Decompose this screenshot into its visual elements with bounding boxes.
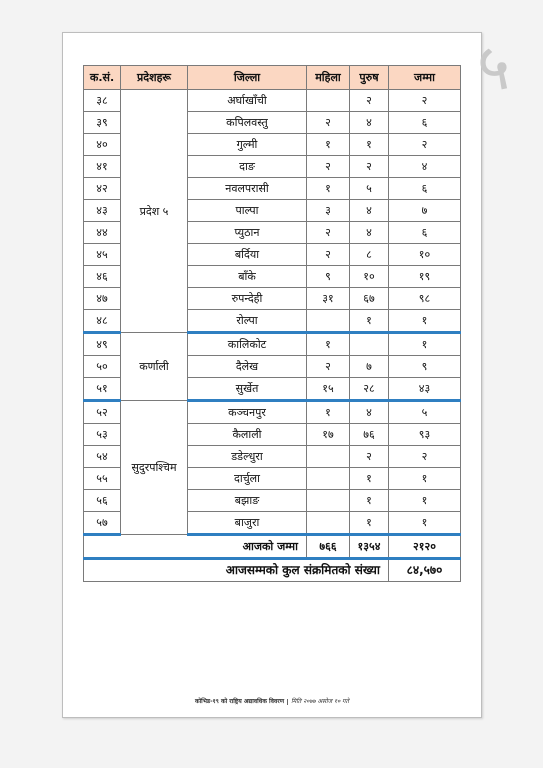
cell-district: दार्चुला [188, 468, 307, 490]
cell-district: अर्घाखाँची [188, 90, 307, 112]
header-male: पुरुष [350, 66, 389, 90]
cell-district: दाङ [188, 156, 307, 178]
cell-total: ५ [389, 401, 461, 424]
cell-sn: ५१ [84, 378, 121, 401]
header-district: जिल्ला [188, 66, 307, 90]
cell-male: २ [350, 90, 389, 112]
footer-date: मिति २०७७ असोज १० गते [291, 698, 349, 705]
cell-total: ६ [389, 178, 461, 200]
cell-female: ३ [307, 200, 350, 222]
cell-male: ४ [350, 222, 389, 244]
cell-female: २ [307, 222, 350, 244]
cell-district: कैलाली [188, 424, 307, 446]
cell-total: ४३ [389, 378, 461, 401]
cell-district: सुर्खेत [188, 378, 307, 401]
cell-province: प्रदेश ५ [121, 90, 188, 333]
table-row [84, 90, 461, 112]
cell-total: १ [389, 490, 461, 512]
cell-sn: ५३ [84, 424, 121, 446]
cell-total: १९ [389, 266, 461, 288]
cell-total: ७ [389, 200, 461, 222]
cell-sn: ५६ [84, 490, 121, 512]
cell-male: २८ [350, 378, 389, 401]
covid-district-table [83, 65, 461, 582]
cell-male: ४ [350, 401, 389, 424]
cell-male: ८ [350, 244, 389, 266]
header-total: जम्मा [389, 66, 461, 90]
cell-district: कञ्चनपुर [188, 401, 307, 424]
cell-male: १ [350, 490, 389, 512]
cell-female: २ [307, 112, 350, 134]
header-sn: क.सं. [84, 66, 121, 90]
cell-sn: ४१ [84, 156, 121, 178]
footer-title: कोभिड-१९ को राष्ट्रिय अद्यावधिक विवरण [195, 698, 285, 705]
today-total-male: १३५४ [350, 535, 389, 559]
page-number: ५ [477, 31, 511, 105]
cell-male: ६७ [350, 288, 389, 310]
today-total-sum: २१२० [389, 535, 461, 559]
cell-female: १ [307, 134, 350, 156]
cell-sn: ३८ [84, 90, 121, 112]
cell-district: डडेल्धुरा [188, 446, 307, 468]
cell-male: २ [350, 156, 389, 178]
cell-district: बाँके [188, 266, 307, 288]
page-footer [63, 697, 481, 705]
cell-sn: ४५ [84, 244, 121, 266]
cell-sn: ४७ [84, 288, 121, 310]
cell-female: ३१ [307, 288, 350, 310]
cell-male: ५ [350, 178, 389, 200]
grand-total-label: आजसम्मको कुल संक्रमितको संख्या [84, 559, 389, 582]
cell-district: रुपन्देही [188, 288, 307, 310]
cell-district: पाल्पा [188, 200, 307, 222]
cell-male: ७६ [350, 424, 389, 446]
cell-sn: ५२ [84, 401, 121, 424]
cell-female: १५ [307, 378, 350, 401]
document-page [62, 32, 482, 718]
cell-sn: ४४ [84, 222, 121, 244]
cell-total: ९ [389, 356, 461, 378]
cell-total: १ [389, 468, 461, 490]
cell-total: २ [389, 90, 461, 112]
cell-male [350, 333, 389, 356]
grand-total-value: ८४,५७० [389, 559, 461, 582]
grand-total-row [84, 559, 461, 582]
cell-male: १० [350, 266, 389, 288]
cell-district: नवलपरासी [188, 178, 307, 200]
cell-district: बझाङ [188, 490, 307, 512]
cell-female: २ [307, 156, 350, 178]
cell-male: १ [350, 468, 389, 490]
cell-female: १ [307, 333, 350, 356]
cell-total: ६ [389, 222, 461, 244]
cell-female: १७ [307, 424, 350, 446]
cell-sn: ३९ [84, 112, 121, 134]
cell-female: ९ [307, 266, 350, 288]
cell-total: १ [389, 512, 461, 535]
cell-total: ९३ [389, 424, 461, 446]
cell-total: २ [389, 134, 461, 156]
cell-district: कालिकोट [188, 333, 307, 356]
cell-total: १ [389, 310, 461, 333]
cell-female: २ [307, 356, 350, 378]
cell-district: बाजुरा [188, 512, 307, 535]
cell-female [307, 90, 350, 112]
table-header-row [84, 66, 461, 90]
cell-sn: ४८ [84, 310, 121, 333]
today-total-row [84, 535, 461, 559]
cell-female [307, 512, 350, 535]
cell-female [307, 310, 350, 333]
cell-total: ९८ [389, 288, 461, 310]
cell-sn: ४० [84, 134, 121, 156]
cell-male: २ [350, 446, 389, 468]
cell-male: १ [350, 134, 389, 156]
header-province: प्रदेशहरू [121, 66, 188, 90]
cell-sn: ४६ [84, 266, 121, 288]
cell-district: प्युठान [188, 222, 307, 244]
today-total-label: आजको जम्मा [84, 535, 307, 559]
cell-total: १० [389, 244, 461, 266]
cell-total: ४ [389, 156, 461, 178]
cell-sn: ५० [84, 356, 121, 378]
cell-sn: ४३ [84, 200, 121, 222]
cell-male: ७ [350, 356, 389, 378]
cell-female [307, 468, 350, 490]
cell-sn: ५४ [84, 446, 121, 468]
cell-male: ४ [350, 112, 389, 134]
cell-male: ४ [350, 200, 389, 222]
cell-district: बर्दिया [188, 244, 307, 266]
cell-district: रोल्पा [188, 310, 307, 333]
cell-male: १ [350, 512, 389, 535]
cell-sn: ५५ [84, 468, 121, 490]
cell-sn: ४९ [84, 333, 121, 356]
cell-province: कर्णाली [121, 333, 188, 401]
cell-total: १ [389, 333, 461, 356]
cell-female [307, 446, 350, 468]
cell-province: सुदुरपश्चिम [121, 401, 188, 535]
cell-male: १ [350, 310, 389, 333]
cell-sn: ४२ [84, 178, 121, 200]
cell-sn: ५७ [84, 512, 121, 535]
cell-female: २ [307, 244, 350, 266]
cell-female [307, 490, 350, 512]
cell-district: दैलेख [188, 356, 307, 378]
cell-total: २ [389, 446, 461, 468]
header-female: महिला [307, 66, 350, 90]
table-body [84, 90, 461, 582]
cell-total: ६ [389, 112, 461, 134]
cell-female: १ [307, 401, 350, 424]
footer-divider [287, 699, 288, 705]
table-row [84, 333, 461, 356]
cell-district: गुल्मी [188, 134, 307, 156]
today-total-female: ७६६ [307, 535, 350, 559]
cell-female: १ [307, 178, 350, 200]
cell-district: कपिलवस्तु [188, 112, 307, 134]
table-row [84, 401, 461, 424]
